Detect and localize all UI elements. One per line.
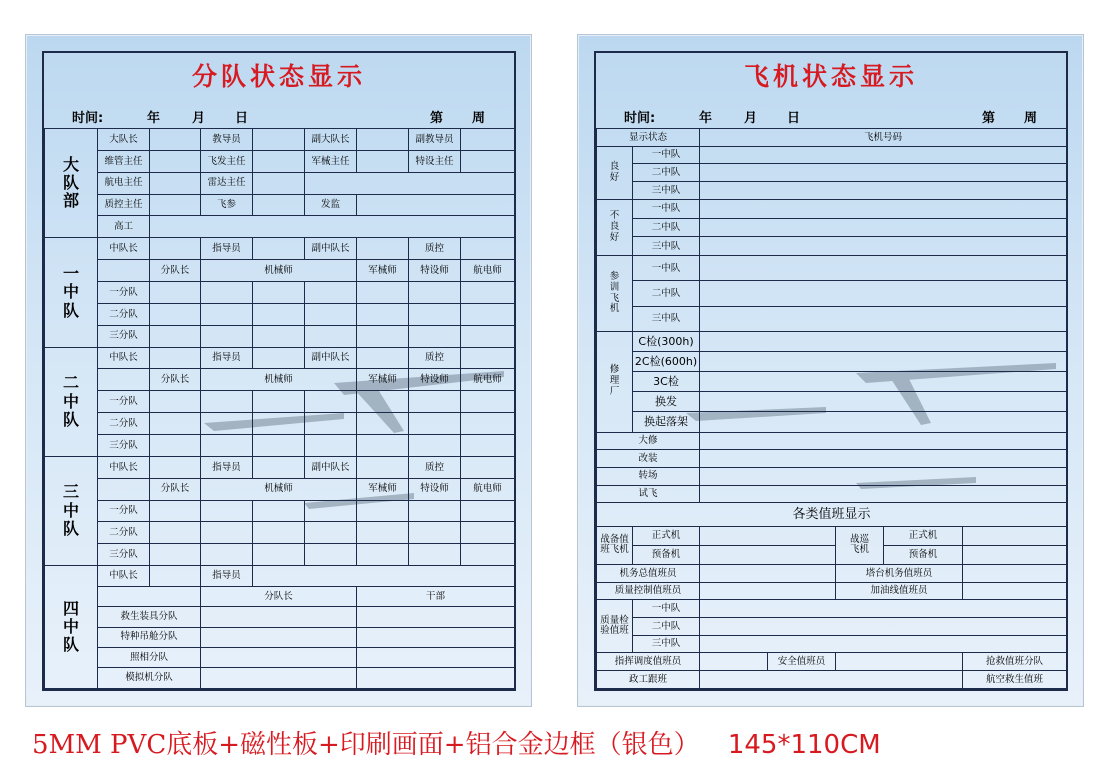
blank-cell[interactable] [700,256,1067,281]
unit-label: 模拟机分队 [98,668,201,689]
blank-cell[interactable] [253,347,305,369]
blank-cell[interactable] [150,238,201,260]
cell-label: 指导员 [201,456,253,478]
blank-cell[interactable] [700,306,1067,331]
blank-cell[interactable] [963,582,1067,600]
col-header: 航电师 [461,369,515,391]
cell-label: 中队长 [98,347,150,369]
blank-cell[interactable] [963,565,1067,583]
col-header: 机械师 [201,369,357,391]
blank-cell[interactable] [700,545,836,564]
col-header: 航电师 [461,478,515,500]
patrol-label: 战巡飞机 [836,526,884,564]
blank-cell[interactable] [253,413,305,435]
blank-cell[interactable] [461,238,515,260]
blank-cell[interactable] [150,325,201,347]
cell-label: 副中队长 [305,347,357,369]
blank-cell[interactable] [253,150,305,172]
row-label: 预备机 [884,545,963,564]
blank-cell[interactable] [253,500,305,522]
cell-label: 特设主任 [409,150,461,172]
row-label: 换发 [633,392,700,412]
blank-cell[interactable] [461,391,515,413]
blank-cell[interactable] [409,391,461,413]
col-header: 干部 [357,586,515,606]
right-board [577,34,1084,707]
cell-label: 副教导员 [409,129,461,151]
blank-cell[interactable] [461,282,515,304]
blank-cell[interactable] [461,303,515,325]
blank-cell[interactable] [201,500,253,522]
col-header: 航电师 [461,260,515,282]
cell-label: 发监 [305,194,357,216]
blank-cell[interactable] [305,303,357,325]
cell-label: 维管主任 [98,150,150,172]
blank-cell[interactable] [357,129,409,151]
blank-cell[interactable] [150,194,201,216]
blank-cell[interactable] [461,325,515,347]
blank-cell [98,586,201,606]
row-label: 二中队 [633,281,700,306]
blank-cell[interactable] [409,325,461,347]
row-label: 一中队 [633,146,700,164]
blank-cell[interactable] [357,413,409,435]
blank-cell[interactable] [700,164,1067,182]
cell-label: 高工 [98,216,150,238]
row-label: 3C检 [633,371,700,391]
blank-cell[interactable] [357,668,515,689]
blank-cell[interactable] [305,413,357,435]
blank-cell[interactable] [201,668,357,689]
blank-cell[interactable] [150,522,201,544]
row-label: 改装 [597,450,700,468]
blank-cell[interactable] [201,391,253,413]
blank-cell[interactable] [357,627,515,647]
blank-cell[interactable] [253,522,305,544]
cell-label: 军械主任 [305,150,357,172]
cell-label: 中队长 [98,238,150,260]
row-label: 2C检(600h) [633,351,700,371]
blank-cell[interactable] [700,146,1067,164]
company-1-label: 一中队 [45,238,98,347]
group-label: 修理厂 [597,331,633,432]
group-label: 参训飞机 [597,256,633,331]
blank-cell[interactable] [461,456,515,478]
blank-cell[interactable] [700,450,1067,468]
cell-label: 质控 [409,347,461,369]
row-label: 机务总值班员 [597,565,700,583]
row-label: 正式机 [884,526,963,545]
blank-cell[interactable] [305,172,515,194]
product-spec-caption [32,724,881,761]
blank-cell[interactable] [461,500,515,522]
left-time-label: 时间: [72,111,104,126]
blank-cell[interactable] [700,432,1067,450]
blank-cell [98,478,150,500]
blank-cell[interactable] [409,544,461,566]
blank-cell[interactable] [700,331,1067,351]
row-label: 二中队 [633,218,700,237]
blank-cell[interactable] [409,500,461,522]
blank-cell[interactable] [201,647,357,667]
blank-cell[interactable] [700,653,768,671]
col-header: 特设师 [409,260,461,282]
blank-cell[interactable] [409,522,461,544]
col-header: 分队长 [150,478,201,500]
group-label: 不良好 [597,199,633,256]
row-label: 指挥调度值班员 [597,653,700,671]
blank-cell[interactable] [305,435,357,457]
blank-cell[interactable] [150,566,201,586]
row-label: 三中队 [633,237,700,256]
cell-label: 质控主任 [98,194,150,216]
blank-cell[interactable] [150,216,515,238]
blank-cell[interactable] [357,500,409,522]
col-header: 机械师 [201,478,357,500]
left-board [25,34,532,707]
row-label: 一中队 [633,600,700,618]
blank-cell[interactable] [700,618,1067,636]
right-frame [594,51,1068,691]
row-label: 二中队 [633,164,700,182]
cell-label: 质控 [409,456,461,478]
row-label: 试飞 [597,485,700,503]
cell-label: 指导员 [201,347,253,369]
row-label: 一中队 [633,199,700,218]
blank-cell[interactable] [305,325,357,347]
blank-cell[interactable] [700,412,1067,432]
blank-cell[interactable] [253,282,305,304]
blank-cell[interactable] [253,172,305,194]
left-year: 年 [147,111,161,126]
blank-cell[interactable] [461,129,515,151]
row-label: 塔台机务值班员 [836,565,963,583]
blank-cell[interactable] [409,282,461,304]
squad-label: 三分队 [98,325,150,347]
blank-cell[interactable] [201,282,253,304]
blank-cell[interactable] [357,456,409,478]
blank-cell[interactable] [357,391,409,413]
right-table [596,128,1067,689]
row-label: 换起落架 [633,412,700,432]
row-label: 加油线值班员 [836,582,963,600]
blank-cell[interactable] [700,218,1067,237]
row-label: C检(300h) [633,331,700,351]
blank-cell[interactable] [357,544,409,566]
blank-cell[interactable] [357,647,515,667]
blank-cell[interactable] [700,181,1067,199]
blank-cell[interactable] [305,391,357,413]
blank-cell[interactable] [461,150,515,172]
blank-cell[interactable] [700,371,1067,391]
row-label: 预备机 [633,545,700,564]
company-3-label: 三中队 [45,456,98,565]
blank-cell[interactable] [461,347,515,369]
blank-cell[interactable] [357,194,515,216]
row-label: 质量控制值班员 [597,582,700,600]
col-header: 军械师 [357,369,409,391]
row-label: 三中队 [633,635,700,653]
col-header: 飞机号码 [700,129,1067,147]
col-header: 显示状态 [597,129,700,147]
cell-label: 飞发主任 [201,150,253,172]
cell-label: 质控 [409,238,461,260]
blank-cell [98,260,150,282]
blank-cell[interactable] [700,467,1067,485]
cell-label: 雷达主任 [201,172,253,194]
blank-cell[interactable] [357,325,409,347]
col-header: 机械师 [201,260,357,282]
squad-label: 一分队 [98,282,150,304]
blank-cell[interactable] [253,391,305,413]
col-header: 军械师 [357,260,409,282]
row-label: 安全值班员 [768,653,836,671]
blank-cell[interactable] [963,545,1067,564]
blank-cell[interactable] [201,413,253,435]
combat-label: 战备值班飞机 [597,526,633,564]
blank-cell[interactable] [150,129,201,151]
blank-cell[interactable] [700,392,1067,412]
blank-cell[interactable] [201,627,357,647]
cell-label: 中队长 [98,566,150,586]
col-header: 军械师 [357,478,409,500]
blank-cell[interactable] [461,413,515,435]
cell-label: 指导员 [201,238,253,260]
blank-cell[interactable] [201,607,357,627]
cell-label: 副中队长 [305,238,357,260]
cell-label: 指导员 [201,566,253,586]
blank-cell[interactable] [201,522,253,544]
blank-cell[interactable] [253,129,305,151]
blank-cell[interactable] [150,435,201,457]
blank-cell[interactable] [700,600,1067,618]
right-day: 日 [787,111,801,126]
blank-cell[interactable] [409,303,461,325]
row-label: 三中队 [633,306,700,331]
left-day: 日 [235,111,249,126]
blank-cell[interactable] [150,172,201,194]
blank-cell[interactable] [700,635,1067,653]
left-frame [42,51,516,691]
blank-cell[interactable] [357,238,409,260]
row-label: 正式机 [633,526,700,545]
squad-label: 二分队 [98,303,150,325]
left-week-prefix: 第 [430,111,444,126]
spec-text: 5MM PVC底板+磁性板+印刷画面+铝合金边框（银色） [32,730,700,760]
blank-cell[interactable] [409,435,461,457]
unit-label: 特种吊舱分队 [98,627,201,647]
squad-label: 三分队 [98,435,150,457]
row-label: 航空救生值班 [963,671,1067,689]
left-title: 分队状态显示 [191,62,366,91]
right-title: 飞机状态显示 [743,62,918,91]
right-week-prefix: 第 [982,111,996,126]
blank-cell[interactable] [150,150,201,172]
unit-label: 照相分队 [98,647,201,667]
blank-cell[interactable] [357,607,515,627]
squad-label: 一分队 [98,500,150,522]
blank-cell[interactable] [305,544,357,566]
blank-cell[interactable] [150,456,201,478]
blank-cell [98,369,150,391]
blank-cell[interactable] [253,566,515,586]
col-header: 分队长 [150,260,201,282]
blank-cell[interactable] [357,282,409,304]
blank-cell[interactable] [150,303,201,325]
blank-cell[interactable] [357,522,409,544]
blank-cell[interactable] [150,347,201,369]
blank-cell[interactable] [253,435,305,457]
blank-cell[interactable] [700,351,1067,371]
blank-cell[interactable] [253,238,305,260]
blank-cell[interactable] [150,544,201,566]
qc-label: 质量检验值班 [597,600,633,653]
blank-cell[interactable] [150,500,201,522]
blank-cell[interactable] [700,565,836,583]
blank-cell[interactable] [461,435,515,457]
cell-label: 航电主任 [98,172,150,194]
squad-label: 三分队 [98,544,150,566]
squad-label: 一分队 [98,391,150,413]
blank-cell[interactable] [700,485,1067,503]
blank-cell[interactable] [201,435,253,457]
right-month: 月 [744,111,758,126]
dadui-label: 大队部 [45,129,98,238]
size-text: 145*110CM [727,730,881,760]
cell-label: 副中队长 [305,456,357,478]
blank-cell[interactable] [305,522,357,544]
squad-label: 二分队 [98,413,150,435]
blank-cell[interactable] [836,653,963,671]
blank-cell[interactable] [253,456,305,478]
row-label: 抢救值班分队 [963,653,1067,671]
blank-cell[interactable] [700,582,836,600]
blank-cell[interactable] [357,150,409,172]
col-header: 分队长 [150,369,201,391]
blank-cell[interactable] [253,194,305,216]
squad-label: 二分队 [98,522,150,544]
unit-label: 救生装具分队 [98,607,201,627]
blank-cell[interactable] [357,303,409,325]
row-label: 二中队 [633,618,700,636]
blank-cell[interactable] [150,413,201,435]
blank-cell[interactable] [150,282,201,304]
blank-cell[interactable] [963,526,1067,545]
right-week-suffix: 周 [1024,111,1038,126]
blank-cell[interactable] [700,281,1067,306]
cell-label: 副大队长 [305,129,357,151]
group-label: 良好 [597,146,633,199]
left-table [44,128,515,689]
blank-cell[interactable] [201,544,253,566]
row-label: 政工跟班 [597,671,700,689]
blank-cell[interactable] [700,526,836,545]
cell-label: 教导员 [201,129,253,151]
blank-cell[interactable] [305,282,357,304]
blank-cell[interactable] [150,391,201,413]
blank-cell[interactable] [305,500,357,522]
col-header: 特设师 [409,478,461,500]
blank-cell[interactable] [357,347,409,369]
left-month: 月 [192,111,206,126]
duty-section-title: 各类值班显示 [597,503,1067,527]
blank-cell[interactable] [700,199,1067,218]
cell-label: 飞参 [201,194,253,216]
row-label: 三中队 [633,181,700,199]
cell-label: 大队长 [98,129,150,151]
blank-cell[interactable] [461,544,515,566]
row-label: 一中队 [633,256,700,281]
cell-label: 中队长 [98,456,150,478]
blank-cell[interactable] [201,325,253,347]
blank-cell[interactable] [700,671,963,689]
row-label: 转场 [597,467,700,485]
right-time-label: 时间: [624,111,656,126]
col-header: 分队长 [201,586,357,606]
right-year: 年 [699,111,713,126]
blank-cell[interactable] [409,413,461,435]
row-label: 大修 [597,432,700,450]
blank-cell[interactable] [461,522,515,544]
blank-cell[interactable] [253,303,305,325]
blank-cell[interactable] [357,435,409,457]
blank-cell[interactable] [253,325,305,347]
company-4-label: 四中队 [45,566,98,689]
blank-cell[interactable] [253,544,305,566]
blank-cell[interactable] [700,237,1067,256]
col-header: 特设师 [409,369,461,391]
left-week-suffix: 周 [472,111,486,126]
blank-cell[interactable] [201,303,253,325]
company-2-label: 二中队 [45,347,98,456]
